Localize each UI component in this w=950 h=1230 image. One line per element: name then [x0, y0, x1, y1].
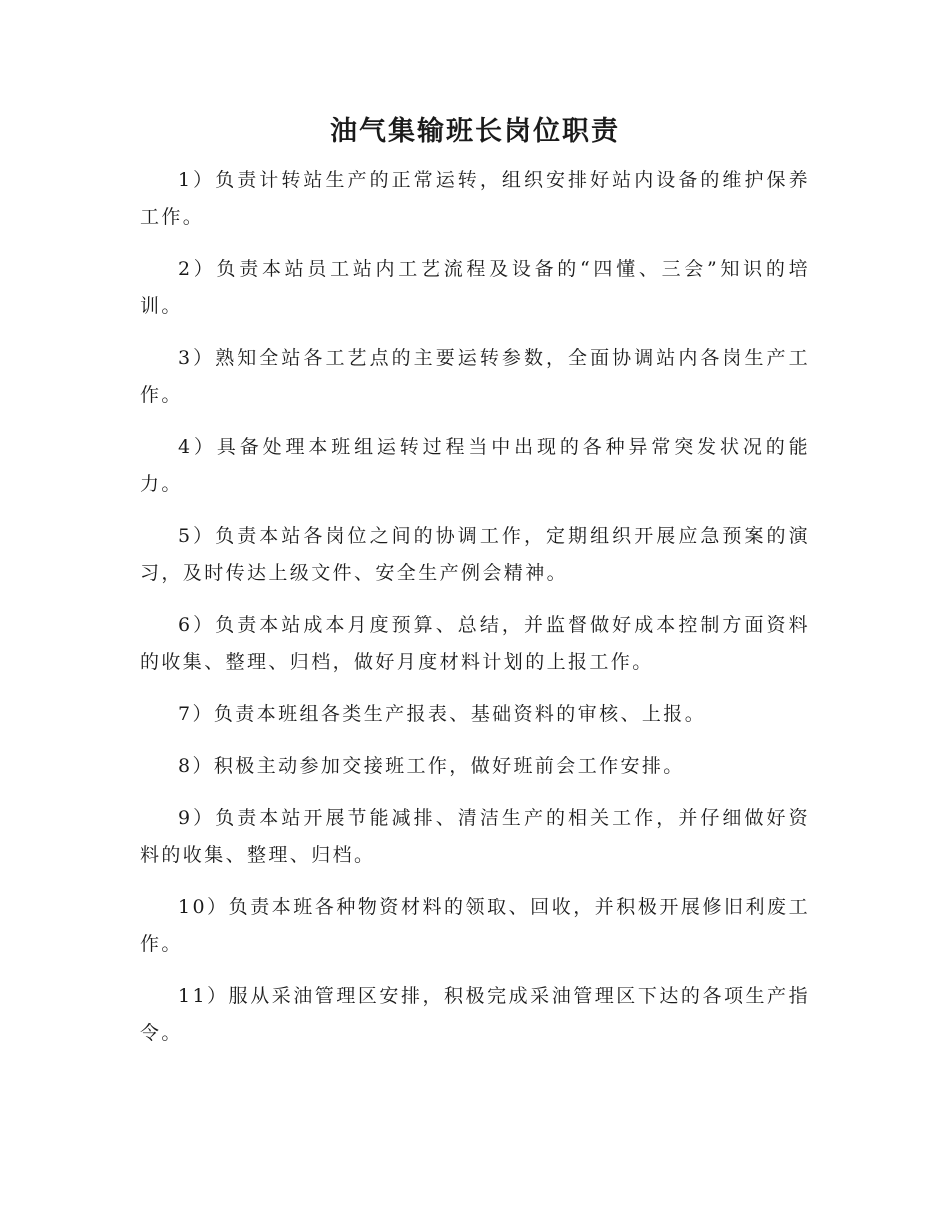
duty-item-1 [140, 162, 810, 236]
duty-number: 6） [178, 614, 216, 636]
duty-number: 9） [178, 807, 216, 829]
duty-text: 积极主动参加交接班工作，做好班前会工作安排。 [213, 755, 685, 777]
duty-text: 负责计转站生产的正常运转，组织安排好站内设备的维护保养工作。 [140, 169, 810, 228]
duty-text: 负责本班各种物资材料的领取、回收，并积极开展修旧利废工作。 [140, 896, 810, 955]
duty-item-9 [140, 800, 810, 874]
duty-number: 4） [178, 436, 217, 458]
duty-item-3 [140, 340, 810, 414]
duty-text: 负责本站开展节能减排、清洁生产的相关工作，并仔细做好资料的收集、整理、归档。 [140, 807, 810, 866]
duty-item-5 [140, 518, 810, 592]
duty-item-10 [140, 889, 810, 963]
duty-text: 服从采油管理区安排，积极完成采油管理区下达的各项生产指令。 [140, 985, 810, 1044]
duty-item-11 [140, 978, 810, 1052]
duty-text: 负责本站员工站内工艺流程及设备的“四懂、三会”知识的培训。 [140, 258, 811, 317]
duty-text: 负责本班组各类生产报表、基础资料的审核、上报。 [213, 703, 707, 725]
duty-number: 3） [178, 347, 216, 369]
duty-number: 11） [178, 985, 229, 1007]
duty-text: 负责本站成本月度预算、总结，并监督做好成本控制方面资料的收集、整理、归档，做好月度材料计划的上报工作。 [140, 614, 810, 673]
duty-text: 具备处理本班组运转过程当中出现的各种异常突发状况的能力。 [140, 436, 811, 495]
duty-item-6 [140, 607, 810, 681]
duty-item-4 [140, 429, 810, 503]
duty-number: 1） [178, 169, 216, 191]
duty-text: 负责本站各岗位之间的协调工作，定期组织开展应急预案的演习，及时传达上级文件、安全生产例会精神。 [140, 525, 810, 584]
duty-number: 5） [178, 525, 216, 547]
duty-item-8 [140, 748, 810, 785]
page-title: 油气集输班长岗位职责 [330, 116, 620, 147]
duty-number: 10） [178, 896, 229, 918]
duty-number: 2） [178, 258, 217, 280]
duty-number: 7） [178, 703, 214, 725]
duty-text: 熟知全站各工艺点的主要运转参数，全面协调站内各岗生产工作。 [140, 347, 810, 406]
duty-number: 8） [178, 755, 214, 777]
duty-list [140, 162, 810, 1052]
duty-item-2 [140, 251, 810, 325]
duty-item-7 [140, 696, 810, 733]
